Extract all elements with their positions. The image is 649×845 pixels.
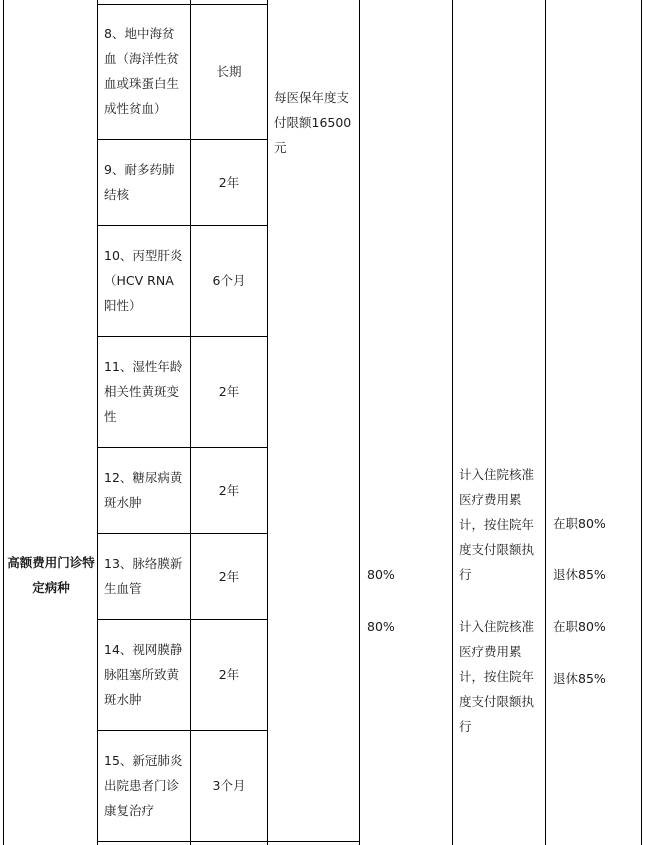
employee-ratio: 在职80% [553,516,606,531]
duration: 2年 [218,175,240,190]
payment-ratio: 80% [367,619,395,634]
disease-name: 12、糖尿病黄斑水肿 [104,470,183,510]
disease-name: 13、脉络膜新生血管 [104,556,183,596]
row-sep [97,619,268,620]
row-sep [267,841,360,842]
row-sep [97,730,268,731]
payment-ratio: 80% [367,567,395,582]
category-label: 高额费用门诊特定病种 [7,555,95,595]
border-col3 [267,0,268,845]
duration: 6个月 [212,273,246,288]
disease-name: 14、视网膜静脉阻塞所致黄斑水肿 [104,642,183,707]
row-sep [97,336,268,337]
retiree-ratio: 退休85% [553,671,606,686]
border-col1 [97,0,98,845]
border-col4 [359,0,360,845]
border-col5 [452,0,453,845]
border-col2 [190,0,191,845]
retiree-ratio: 退休85% [553,567,606,582]
duration: 长期 [216,64,242,79]
duration: 2年 [218,569,240,584]
disease-name: 8、地中海贫血（海洋性贫血或珠蛋白生成性贫血） [104,26,180,116]
accumulation-rule: 计入住院核准医疗费用累计，按住院年度支付限额执行 [459,467,535,582]
payment-limit: 每医保年度支付限额16500元 [274,90,352,155]
duration: 2年 [218,384,240,399]
disease-name: 15、新冠肺炎出院患者门诊康复治疗 [104,753,183,818]
row-sep [97,447,268,448]
border-right [641,0,642,845]
border-left [3,0,4,845]
row-sep [97,4,268,5]
employee-ratio: 在职80% [553,619,606,634]
disease-name: 9、耐多药肺结核 [104,162,175,202]
row-sep [97,225,268,226]
disease-name: 10、丙型肝炎（HCV RNA阳性） [104,248,183,313]
accumulation-rule: 计入住院核准医疗费用累计，按住院年度支付限额执行 [459,619,535,734]
row-sep [97,139,268,140]
row-sep [97,841,268,842]
duration: 2年 [218,667,240,682]
duration: 2年 [218,483,240,498]
row-sep [97,533,268,534]
border-col6 [545,0,546,845]
disease-name: 11、湿性年龄相关性黄斑变性 [104,359,183,424]
duration: 3个月 [212,778,246,793]
